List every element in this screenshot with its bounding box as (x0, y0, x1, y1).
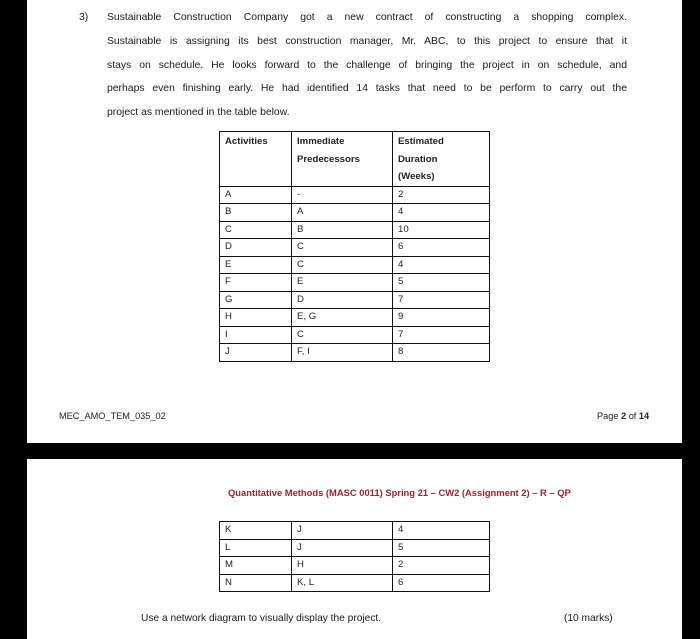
table-row (220, 221, 490, 239)
predecessors-cell: J (292, 522, 393, 540)
activity-cell: C (220, 221, 292, 239)
question-line: stays on schedule. He looks forward to the challenge of bringing the project in on schedule, and (107, 59, 627, 71)
activity-cell: K (220, 522, 292, 540)
question-number: 3) (79, 12, 89, 23)
table-row (220, 256, 490, 274)
question-line: Sustainable is assigning its best construction manager, Mr. ABC, to this project to ensure that it (107, 35, 627, 47)
predecessors-cell: F, I (292, 344, 393, 362)
duration-cell: 2 (393, 186, 490, 204)
table-row (220, 291, 490, 309)
table-row (220, 344, 490, 362)
duration-cell: 6 (393, 239, 490, 257)
question-line: project as mentioned in the table below. (107, 107, 290, 119)
activity-cell: A (220, 186, 292, 204)
duration-cell: 6 (393, 574, 490, 592)
document-code: MEC_AMO_TEM_035_02 (59, 411, 166, 421)
predecessors-cell: D (292, 291, 393, 309)
table-row (220, 239, 490, 257)
predecessors-cell: - (292, 186, 393, 204)
document-page-3 (27, 459, 682, 639)
duration-cell: 8 (393, 344, 490, 362)
duration-cell: 4 (393, 522, 490, 540)
duration-cell: 10 (393, 221, 490, 239)
duration-cell: 5 (393, 539, 490, 557)
predecessors-cell: E, G (292, 309, 393, 327)
predecessors-cell: E (292, 274, 393, 292)
header-estimated-duration: Estimated Duration (Weeks) (393, 132, 490, 187)
predecessors-cell: B (292, 221, 393, 239)
question-line: Sustainable Construction Company got a new contract of constructing a shopping complex. (107, 12, 627, 23)
duration-cell: 7 (393, 326, 490, 344)
table-row (220, 186, 490, 204)
activities-table (219, 131, 490, 362)
duration-cell: 4 (393, 204, 490, 222)
table-row (220, 574, 490, 592)
table-row (220, 204, 490, 222)
duration-cell: 4 (393, 256, 490, 274)
activity-cell: H (220, 309, 292, 327)
duration-cell: 2 (393, 557, 490, 575)
question-text (79, 6, 627, 125)
activity-cell: E (220, 256, 292, 274)
activities-table-continued (219, 521, 490, 592)
predecessors-cell: H (292, 557, 393, 575)
activity-cell: I (220, 326, 292, 344)
header-immediate-predecessors: Immediate Predecessors (292, 132, 393, 187)
table-row (220, 326, 490, 344)
predecessors-cell: J (292, 539, 393, 557)
predecessors-cell: K, L (292, 574, 393, 592)
document-page-2 (27, 0, 682, 443)
task-instruction: Use a network diagram to visually display the project. (141, 613, 382, 624)
predecessors-cell: C (292, 326, 393, 344)
activity-cell: N (220, 574, 292, 592)
table-header-row (220, 132, 490, 187)
page-number: Page 2 of 14 (597, 411, 650, 421)
predecessors-cell: C (292, 256, 393, 274)
activity-cell: J (220, 344, 292, 362)
duration-cell: 9 (393, 309, 490, 327)
activity-cell: D (220, 239, 292, 257)
predecessors-cell: A (292, 204, 393, 222)
table-row (220, 539, 490, 557)
predecessors-cell: C (292, 239, 393, 257)
duration-cell: 7 (393, 291, 490, 309)
table-row (220, 309, 490, 327)
table-row (220, 274, 490, 292)
activity-cell: B (220, 204, 292, 222)
activity-cell: F (220, 274, 292, 292)
header-activities: Activities (220, 132, 292, 187)
activity-cell: G (220, 291, 292, 309)
question-line: perhaps even finishing early. He had identified 14 tasks that need to be perform to carry out the (107, 83, 627, 95)
course-header: Quantitative Methods (MASC 0011) Spring 21 – CW2 (Assignment 2) – R – QP (228, 487, 571, 498)
activity-cell: M (220, 557, 292, 575)
duration-cell: 5 (393, 274, 490, 292)
marks-label: (10 marks) (564, 613, 613, 624)
table-row (220, 557, 490, 575)
activity-cell: L (220, 539, 292, 557)
table-row (220, 522, 490, 540)
